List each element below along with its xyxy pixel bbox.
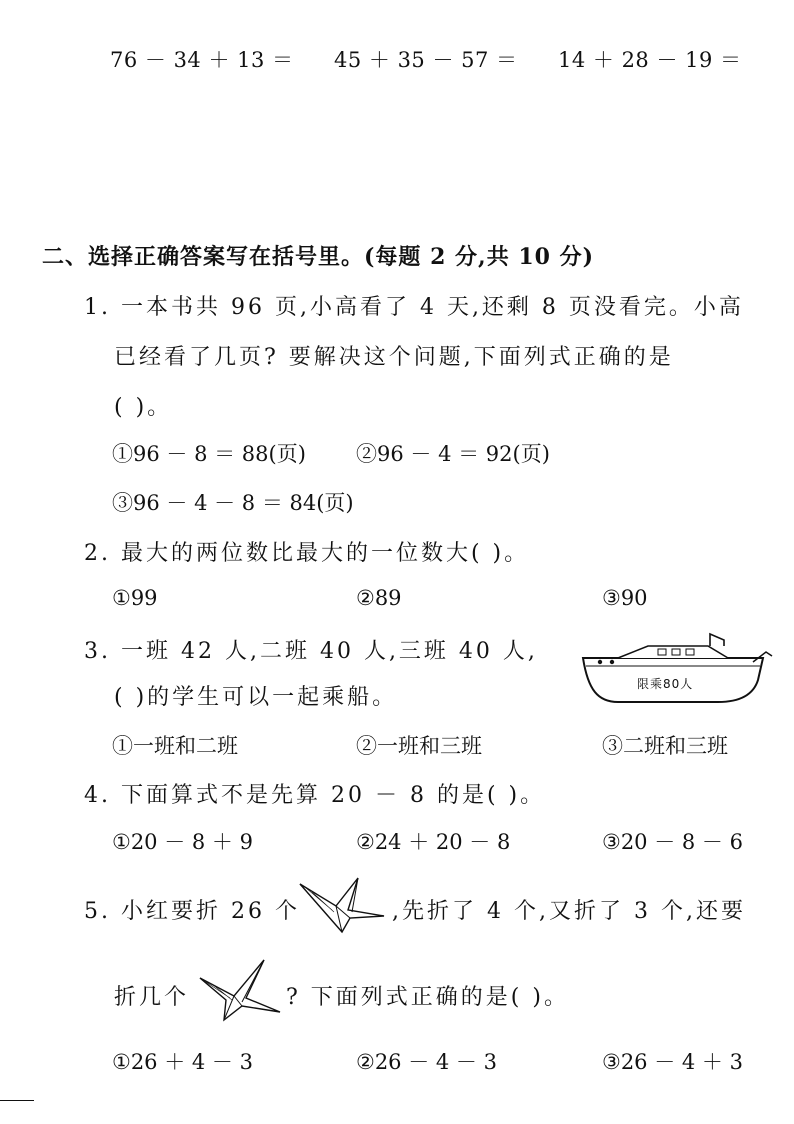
page-edge-rule — [0, 1100, 34, 1101]
q5-option-3: ③26 － 4 ＋ 3 — [602, 1050, 743, 1074]
q4-option-2: ②24 ＋ 20 － 8 — [356, 830, 511, 854]
paper-crane-icon — [198, 956, 284, 1022]
q5-option-2: ②26 － 4 － 3 — [356, 1050, 497, 1074]
q5-line-1a: 5. 小红要折 26 个 — [84, 899, 300, 924]
boat-capacity-label: 限乘80人 — [637, 677, 694, 691]
q2-option-2: ②89 — [356, 586, 402, 610]
q3-option-1: ①一班和二班 — [112, 734, 238, 758]
q4-line-1: 4. 下面算式不是先算 20 － 8 的是( )。 — [84, 783, 546, 808]
q3-line-2: ( )的学生可以一起乘船。 — [114, 685, 398, 710]
q3-line-1: 3. 一班 42 人,二班 40 人,三班 40 人, — [84, 639, 538, 664]
q5-line-2b: ? 下面列式正确的是( )。 — [286, 985, 569, 1010]
equation-3: 14 ＋ 28 － 19 ＝ — [558, 48, 742, 72]
boat-illustration — [578, 630, 778, 710]
paper-crane-icon — [298, 872, 390, 934]
q1-line-3: ( )。 — [114, 395, 173, 420]
q5-line-2a: 折几个 — [114, 985, 190, 1010]
q2-line-1: 2. 最大的两位数比最大的一位数大( )。 — [84, 541, 530, 566]
q3-option-2: ②一班和三班 — [356, 734, 482, 758]
q3-option-3: ③二班和三班 — [602, 734, 728, 758]
q2-option-3: ③90 — [602, 586, 648, 610]
q2-option-1: ①99 — [112, 586, 158, 610]
q4-option-3: ③20 － 8 － 6 — [602, 830, 743, 854]
q5-option-1: ①26 ＋ 4 － 3 — [112, 1050, 253, 1074]
section-2-title: 二、选择正确答案写在括号里。(每题 2 分,共 10 分) — [42, 244, 595, 270]
q4-option-1: ①20 － 8 ＋ 9 — [112, 830, 253, 854]
equation-1: 76 － 34 ＋ 13 ＝ — [110, 48, 294, 72]
q1-option-1: ①96 － 8 ＝ 88(页) — [112, 442, 306, 466]
q5-line-1b: ,先折了 4 个,又折了 3 个,还要 — [392, 899, 746, 924]
q1-line-2: 已经看了几页? 要解决这个问题,下面列式正确的是 — [114, 345, 674, 370]
q1-option-2: ②96 － 4 ＝ 92(页) — [356, 442, 550, 466]
q1-option-3: ③96 － 4 － 8 ＝ 84(页) — [112, 491, 354, 515]
equation-2: 45 ＋ 35 － 57 ＝ — [334, 48, 518, 72]
q1-line-1: 1. 一本书共 96 页,小高看了 4 天,还剩 8 页没看完。小高 — [84, 295, 744, 320]
